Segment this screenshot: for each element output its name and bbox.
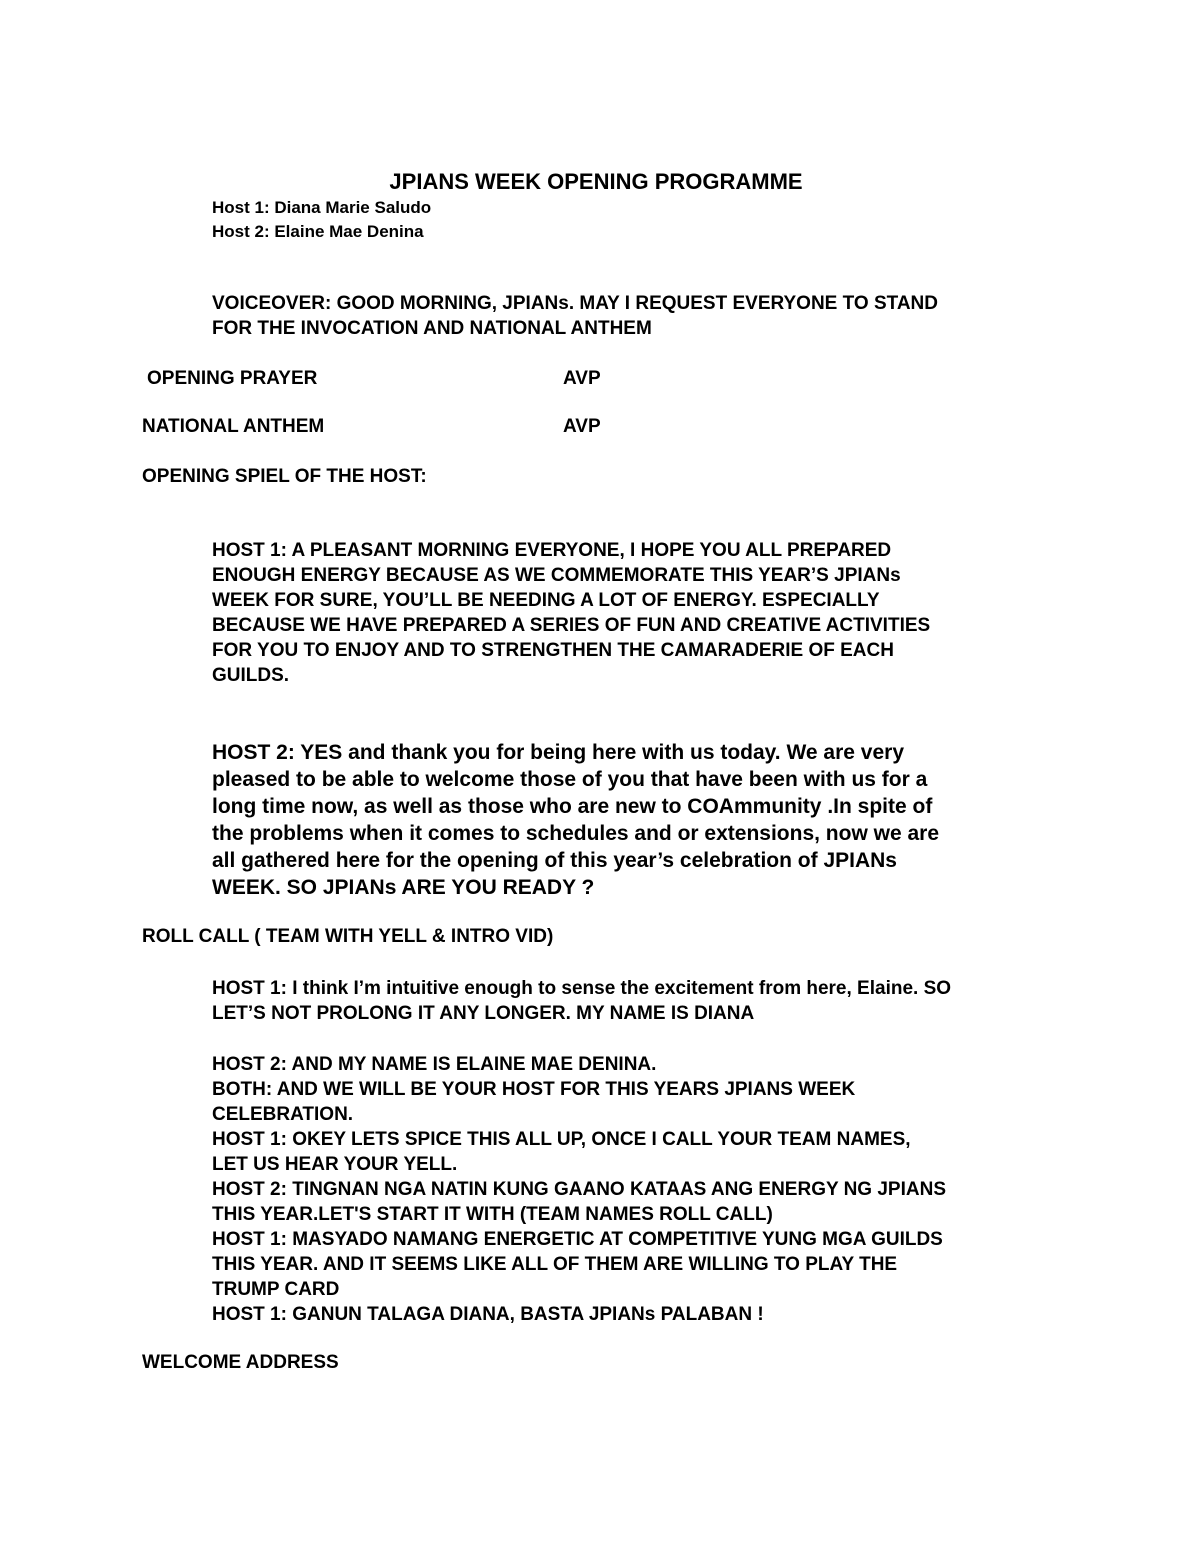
paragraph-line: LET’S NOT PROLONG IT ANY LONGER. MY NAME IS DIANA [212, 1003, 755, 1024]
paragraph-line: WEEK FOR SURE, YOU’LL BE NEEDING A LOT OF ENERGY. ESPECIALLY [212, 590, 880, 611]
paragraph-line: pleased to be able to welcome those of you that have been with us for a [212, 768, 928, 791]
paragraph-line: HOST 2: AND MY NAME IS ELAINE MAE DENINA. [212, 1054, 657, 1075]
voiceover-line: VOICEOVER: GOOD MORNING, JPIANs. MAY I REQUEST EVERYONE TO STAND [212, 293, 938, 314]
paragraph-line: HOST 1: MASYADO NAMANG ENERGETIC AT COMPETITIVE YUNG MGA GUILDS [212, 1229, 943, 1250]
national-anthem-value: AVP [563, 416, 601, 437]
opening-prayer-value: AVP [563, 368, 601, 389]
host2-spiel-paragraph [212, 739, 1072, 901]
paragraph-line: HOST 1: I think I’m intuitive enough to sense the excitement from here, Elaine. SO [212, 978, 952, 999]
paragraph-line: FOR YOU TO ENJOY AND TO STRENGTHEN THE CAMARADERIE OF EACH [212, 640, 894, 661]
paragraph-line: TRUMP CARD [212, 1279, 340, 1300]
host-list [212, 196, 431, 244]
paragraph-line: WEEK. SO JPIANs ARE YOU READY ? [212, 876, 595, 899]
paragraph-line: BECAUSE WE HAVE PREPARED A SERIES OF FUN AND CREATIVE ACTIVITIES [212, 615, 931, 636]
paragraph-spacer [212, 1026, 1072, 1052]
host1-spiel-paragraph [212, 538, 1072, 688]
paragraph-line: THIS YEAR.LET'S START IT WITH (TEAM NAMES ROLL CALL) [212, 1204, 773, 1225]
paragraph-line: BOTH: AND WE WILL BE YOUR HOST FOR THIS YEARS JPIANS WEEK [212, 1079, 856, 1100]
paragraph-line: ENOUGH ENERGY BECAUSE AS WE COMMEMORATE THIS YEAR’S JPIANs [212, 565, 901, 586]
paragraph-line: the problems when it comes to schedules and or extensions, now we are [212, 822, 940, 845]
host-2-line: Host 2: Elaine Mae Denina [212, 222, 424, 241]
roll-call-heading: ROLL CALL ( TEAM WITH YELL & INTRO VID) [142, 926, 554, 947]
paragraph-line: HOST 2: TINGNAN NGA NATIN KUNG GAANO KATAAS ANG ENERGY NG JPIANS [212, 1179, 946, 1200]
opening-spiel-heading: OPENING SPIEL OF THE HOST: [142, 466, 427, 487]
welcome-address-heading: WELCOME ADDRESS [142, 1352, 339, 1373]
national-anthem-label: NATIONAL ANTHEM [142, 416, 325, 437]
paragraph-line: GUILDS. [212, 665, 290, 686]
paragraph-line: HOST 1: OKEY LETS SPICE THIS ALL UP, ONCE I CALL YOUR TEAM NAMES, [212, 1129, 911, 1150]
voiceover-line: FOR THE INVOCATION AND NATIONAL ANTHEM [212, 318, 652, 339]
host-1-line: Host 1: Diana Marie Saludo [212, 198, 432, 217]
roll-call-script [212, 976, 1072, 1327]
document-title: JPIANS WEEK OPENING PROGRAMME [389, 169, 803, 194]
paragraph-line: LET US HEAR YOUR YELL. [212, 1154, 458, 1175]
paragraph-line: CELEBRATION. [212, 1104, 354, 1125]
paragraph-line: HOST 1: A PLEASANT MORNING EVERYONE, I HOPE YOU ALL PREPARED [212, 540, 892, 561]
paragraph-line: HOST 2: YES and thank you for being here with us today. We are very [212, 741, 904, 764]
paragraph-line: all gathered here for the opening of this year’s celebration of JPIANs [212, 849, 897, 872]
opening-prayer-label: OPENING PRAYER [147, 368, 318, 389]
paragraph-line: long time now, as well as those who are new to COAmmunity .In spite of [212, 795, 933, 818]
voiceover-paragraph [212, 291, 1072, 341]
paragraph-line: HOST 1: GANUN TALAGA DIANA, BASTA JPIANs PALABAN ! [212, 1304, 764, 1325]
paragraph-line: THIS YEAR. AND IT SEEMS LIKE ALL OF THEM ARE WILLING TO PLAY THE [212, 1254, 898, 1275]
